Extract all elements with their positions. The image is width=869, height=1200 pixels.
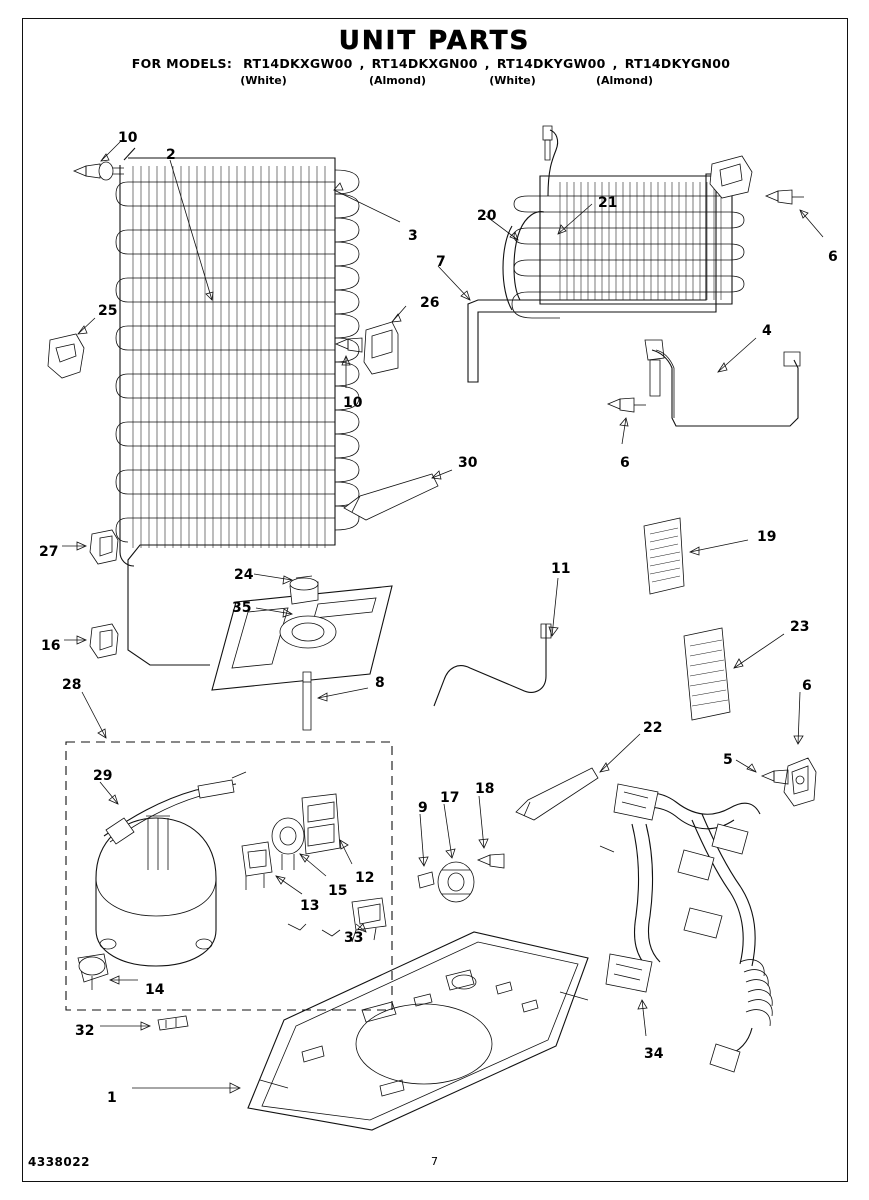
model-finish-1: (White) bbox=[240, 74, 287, 87]
model-number-2: RT14DKXGN00 bbox=[371, 56, 478, 71]
callout-27: 27 bbox=[39, 544, 59, 560]
callout-10-top: 10 bbox=[118, 130, 138, 146]
callout-5: 5 bbox=[723, 752, 733, 768]
model-finish-2: (Almond) bbox=[368, 74, 427, 87]
callout-6-upper-right: 6 bbox=[828, 249, 838, 265]
callout-9: 9 bbox=[418, 800, 428, 816]
models-lead: FOR MODELS: bbox=[131, 56, 233, 71]
callout-7: 7 bbox=[436, 254, 446, 270]
callout-35: 35 bbox=[232, 600, 252, 616]
callout-13: 13 bbox=[300, 898, 320, 914]
callout-17: 17 bbox=[440, 790, 460, 806]
callout-4: 4 bbox=[762, 323, 772, 339]
callout-8: 8 bbox=[375, 675, 385, 691]
callout-15: 15 bbox=[328, 883, 348, 899]
callout-2: 2 bbox=[166, 147, 176, 163]
callout-14: 14 bbox=[145, 982, 165, 998]
callout-30: 30 bbox=[458, 455, 478, 471]
callout-3: 3 bbox=[408, 228, 418, 244]
callout-16: 16 bbox=[41, 638, 61, 654]
callout-6-mid: 6 bbox=[620, 455, 630, 471]
callout-20: 20 bbox=[477, 208, 497, 224]
callout-21: 21 bbox=[598, 195, 618, 211]
callout-24: 24 bbox=[234, 567, 254, 583]
model-number-3: RT14DKYGW00 bbox=[496, 56, 606, 71]
callout-26: 26 bbox=[420, 295, 440, 311]
model-finish-row bbox=[0, 74, 869, 87]
callout-28: 28 bbox=[62, 677, 82, 693]
callout-6-lower-right: 6 bbox=[802, 678, 812, 694]
model-number-1: RT14DKXGW00 bbox=[243, 56, 353, 71]
model-finish-4: (Almond) bbox=[595, 74, 654, 87]
callout-19: 19 bbox=[757, 529, 777, 545]
callout-1: 1 bbox=[107, 1090, 117, 1106]
callout-11: 11 bbox=[551, 561, 571, 577]
callout-34: 34 bbox=[644, 1046, 664, 1062]
callout-33: 33 bbox=[344, 930, 364, 946]
model-number-4: RT14DKYGN00 bbox=[624, 56, 731, 71]
callout-29: 29 bbox=[93, 768, 113, 784]
callout-23: 23 bbox=[790, 619, 810, 635]
model-list: FOR MODELS: RT14DKXGW00 , RT14DKXGN00 , RT14DKYGW00 , RT14DKYGN00 bbox=[131, 56, 731, 71]
page-number: 7 bbox=[431, 1155, 438, 1168]
callout-12: 12 bbox=[355, 870, 375, 886]
callout-10-mid: 10 bbox=[343, 395, 363, 411]
callout-25: 25 bbox=[98, 303, 118, 319]
model-finish-3: (White) bbox=[489, 74, 536, 87]
page-title: UNIT PARTS bbox=[338, 26, 531, 56]
page-border bbox=[22, 18, 848, 1182]
callout-18: 18 bbox=[475, 781, 495, 797]
document-number: 4338022 bbox=[28, 1155, 90, 1169]
callout-32: 32 bbox=[75, 1023, 95, 1039]
callout-22: 22 bbox=[643, 720, 663, 736]
